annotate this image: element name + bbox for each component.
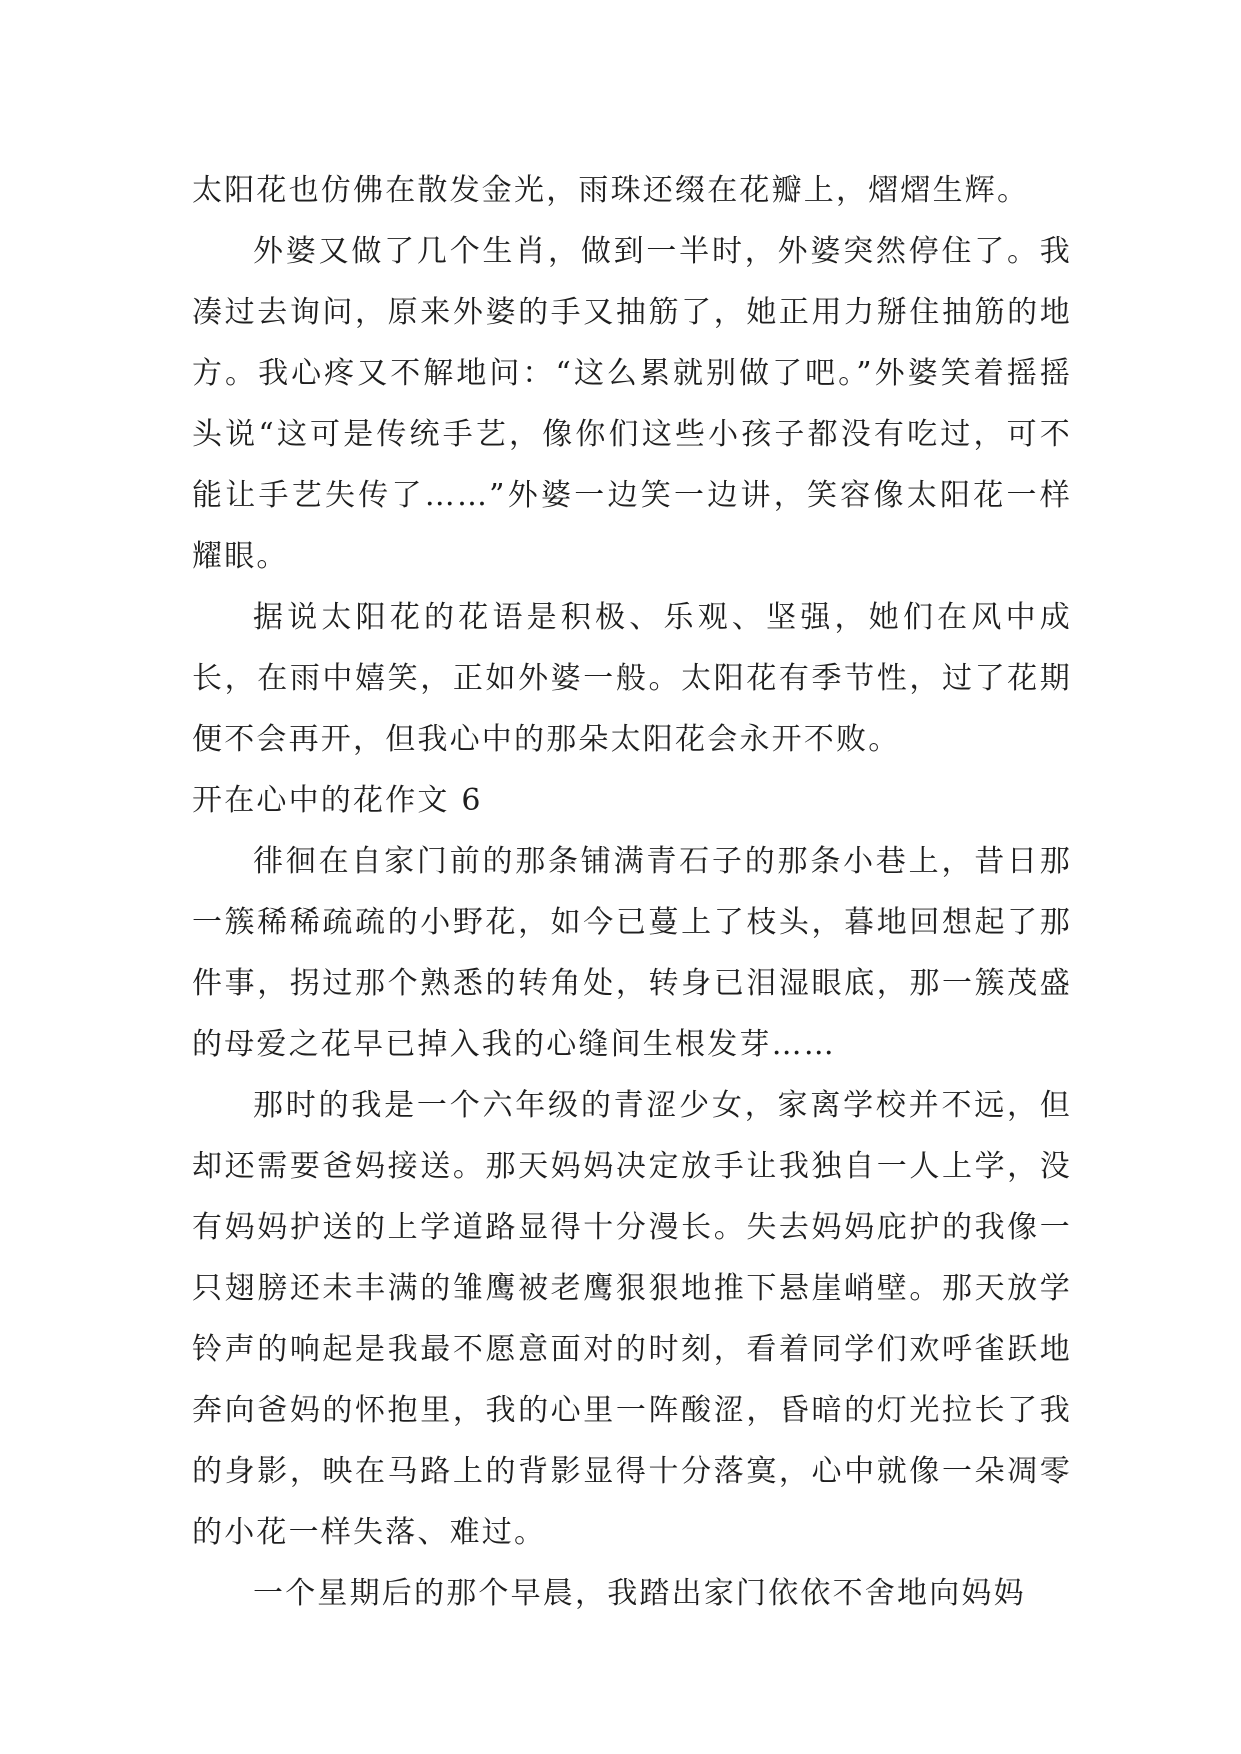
paragraph: 据说太阳花的花语是积极、乐观、坚强，她们在风中成长，在雨中嬉笑，正如外婆一般。太阳花有季节性，过了花期便不会再开，但我心中的那朵太阳花会永开不败。 [192,600,1072,757]
paragraph: 一个星期后的那个早晨，我踏出家门依依不舍地向妈妈 [253,1576,1026,1611]
paragraph: 那时的我是一个六年级的青涩少女，家离学校并不远，但却还需要爸妈接送。那天妈妈决定放手让我独自一人上学，没有妈妈护送的上学道路显得十分漫长。失去妈妈庇护的我像一只翅膀还未丰满的雏鹰被老鹰狠狠地推下悬崖峭壁。那天放学铃声的响起是我最不愿意面对的时刻，看着同学们欢呼雀跃地奔向爸妈的怀抱里，我的心里一阵酸涩，昏暗的灯光拉长了我的身影，映在马路上的背影显得十分落寞，心中就像一朵凋零的小花一样失落、难过。 [192,1088,1072,1550]
paragraph: 外婆又做了几个生肖，做到一半时，外婆突然停住了。我凑过去询问，原来外婆的手又抽筋了，她正用力掰住抽筋的地方。我心疼又不解地问：“这么累就别做了吧。”外婆笑着摇摇头说“这可是传统手艺，像你们这些小孩子都没有吃过，可不能让手艺失传了……”外婆一边笑一边讲，笑容像太阳花一样耀眼。 [192,234,1072,574]
document-body [192,160,1072,1624]
paragraph-continuation: 太阳花也仿佛在散发金光，雨珠还缀在花瓣上，熠熠生辉。 [192,173,1030,208]
section-heading: 开在心中的花作文 6 [192,783,483,818]
paragraph: 徘徊在自家门前的那条铺满青石子的那条小巷上，昔日那一簇稀稀疏疏的小野花，如今已蔓上了枝头，暮地回想起了那件事，拐过那个熟悉的转角处，转身已泪湿眼底，那一簇茂盛的母爱之花早已掉入我的心缝间生根发芽…… [192,844,1072,1062]
